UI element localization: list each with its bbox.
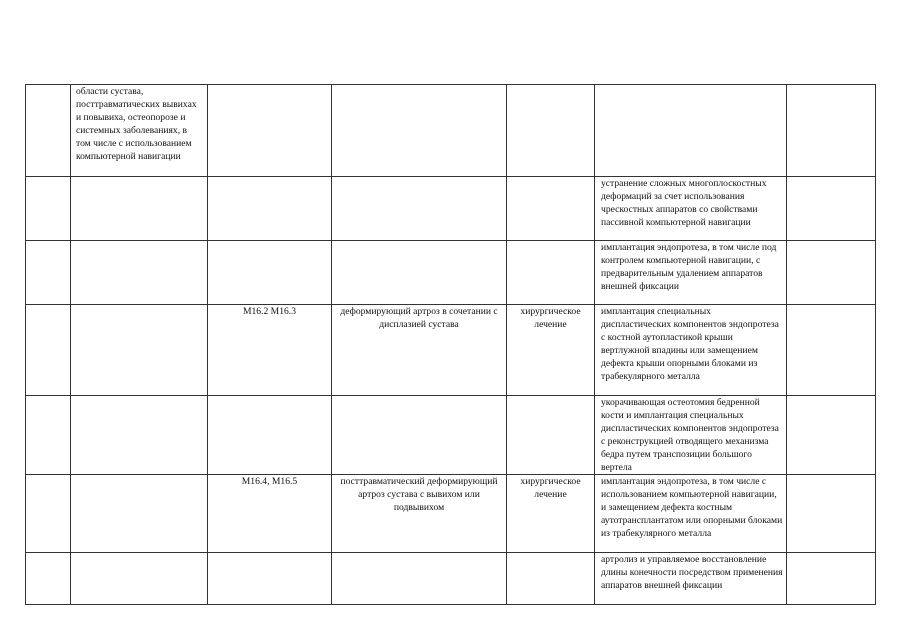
treatment-type-cell: [507, 177, 595, 241]
diagnosis-cell: [332, 553, 507, 605]
treatment-method-cell: укорачивающая остеотомия бедренной кости и имплантация специальных диспластических компонентов эндопротеза с реконструкцией отводящего механизма бедра путем транспозиции большого вертела: [595, 396, 787, 475]
table-row: [26, 177, 876, 241]
icd-code-cell: [208, 553, 332, 605]
treatment-method-cell: имплантация специальных диспластических компонентов эндопротеза с костной аутопластикой крыши вертлужной впадины или замещением дефекта крыши опорными блоками из трабекулярного металла: [595, 305, 787, 396]
treatment-type-cell: [507, 553, 595, 605]
treatment-type-cell: [507, 85, 595, 177]
nosology-cell: [71, 475, 208, 553]
nosology-cell: [71, 305, 208, 396]
diagnosis-cell: [332, 241, 507, 305]
diagnosis-cell: посттравматический деформирующий артроз сустава с вывихом или подвывихом: [332, 475, 507, 553]
treatment-type-cell: [507, 241, 595, 305]
norm-cell: [787, 475, 876, 553]
row-number-cell: [26, 241, 71, 305]
table-row: [26, 475, 876, 553]
row-number-cell: [26, 553, 71, 605]
icd-code-cell: [208, 177, 332, 241]
treatment-method-cell: устранение сложных многоплоскостных деформаций за счет использования чрескостных аппаратов со свойствами пассивной компьютерной навигации: [595, 177, 787, 241]
diagnosis-cell: деформирующий артроз в сочетании с дисплазией сустава: [332, 305, 507, 396]
row-number-cell: [26, 85, 71, 177]
table-row: [26, 85, 876, 177]
norm-cell: [787, 177, 876, 241]
norm-cell: [787, 241, 876, 305]
icd-code-cell: M16.4, M16.5: [208, 475, 332, 553]
row-number-cell: [26, 305, 71, 396]
diagnosis-cell: [332, 396, 507, 475]
medical-care-table: [25, 84, 876, 605]
icd-code-cell: [208, 85, 332, 177]
table-row: [26, 241, 876, 305]
row-number-cell: [26, 177, 71, 241]
icd-code-cell: [208, 396, 332, 475]
icd-code-cell: M16.2 M16.3: [208, 305, 332, 396]
nosology-cell: [71, 177, 208, 241]
nosology-cell: [71, 553, 208, 605]
norm-cell: [787, 553, 876, 605]
nosology-cell: [71, 396, 208, 475]
row-number-cell: [26, 475, 71, 553]
treatment-type-cell: [507, 396, 595, 475]
table-row: [26, 305, 876, 396]
treatment-method-cell: артролиз и управляемое восстановление длины конечности посредством применения аппаратов внешней фиксации: [595, 553, 787, 605]
diagnosis-cell: [332, 177, 507, 241]
norm-cell: [787, 305, 876, 396]
row-number-cell: [26, 396, 71, 475]
table-row: [26, 396, 876, 475]
treatment-type-cell: хирургическое лечение: [507, 475, 595, 553]
treatment-method-cell: [595, 85, 787, 177]
treatment-type-cell: хирургическое лечение: [507, 305, 595, 396]
norm-cell: [787, 396, 876, 475]
table-row: [26, 553, 876, 605]
icd-code-cell: [208, 241, 332, 305]
diagnosis-cell: [332, 85, 507, 177]
treatment-method-cell: имплантация эндопротеза, в том числе с использованием компьютерной навигации, и замещением дефекта костным аутотрансплантатом или опорными блоками из трабекулярного металла: [595, 475, 787, 553]
nosology-cell: [71, 241, 208, 305]
nosology-cell: области сустава, посттравматических вывихах и повывиха, остеопорозе и системных заболеваниях, в том числе с использованием компьютерной навигации: [71, 85, 208, 177]
treatment-method-cell: имплантация эндопротеза, в том числе под контролем компьютерной навигации, с предварительным удалением аппаратов внешней фиксации: [595, 241, 787, 305]
norm-cell: [787, 85, 876, 177]
